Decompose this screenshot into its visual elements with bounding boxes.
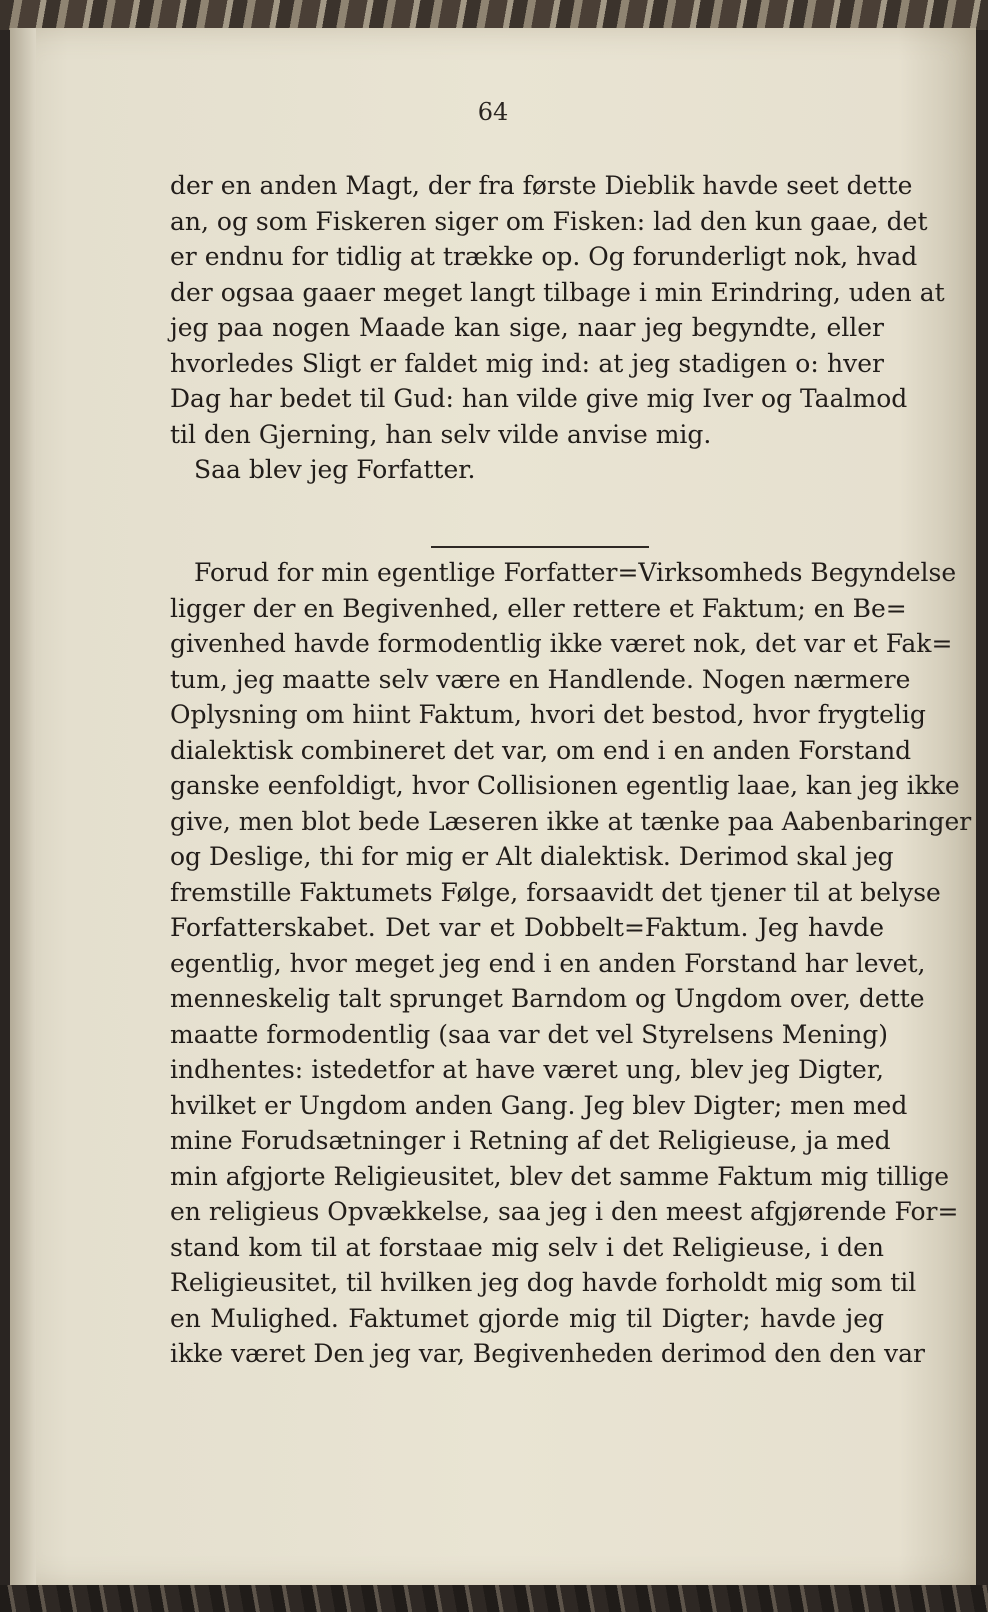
text-line: hvilket er Ungdom anden Gang. Jeg blev Digter; men med <box>170 1090 908 1120</box>
text-line: stand kom til at forstaae mig selv i det Religieuse, i den <box>170 1232 884 1262</box>
text-line: maatte formodentlig (saa var det vel Styrelsens Mening) <box>170 1019 889 1049</box>
text-line: jeg paa nogen Maade kan sige, naar jeg begyndte, eller <box>170 313 884 342</box>
text-line: ganske eenfoldigt, hvor Collisionen egentlig laae, kan jeg ikke <box>170 771 960 800</box>
text-line: er endnu for tidlig at trække op. Og forunderligt nok, hvad <box>170 242 918 271</box>
book-edge-bottom <box>0 1585 988 1612</box>
text-line: Oplysning om hiint Faktum, hvori det bestod, hvor frygtelig <box>170 700 926 729</box>
text-line: ligger der en Begivenhed, eller rettere et Faktum; en Be= <box>170 593 907 623</box>
book-edge-top <box>0 0 988 30</box>
text-line: indhentes: istedetfor at have været ung, blev jeg Digter, <box>170 1055 884 1084</box>
text-line: Forfatterskabet. Det var et Dobbelt=Faktum. Jeg havde <box>170 913 884 942</box>
text-line: til den Gjerning, han selv vilde anvise mig. <box>170 419 712 449</box>
text-line: fremstille Faktumets Følge, forsaavidt det tjener til at belyse <box>170 877 941 907</box>
text-line: ikke været Den jeg var, Begivenheden derimod den den var <box>170 1339 925 1368</box>
text-line: mine Forudsætninger i Retning af det Religieuse, ja med <box>170 1126 891 1155</box>
text-line: egentlig, hvor meget jeg end i en anden Forstand har levet, <box>170 948 926 978</box>
text-line: der en anden Magt, der fra første Dieblik havde seet dette <box>170 171 913 200</box>
text-line: givenhed havde formodentlig ikke været nok, det var et Fak= <box>170 629 953 658</box>
page-gutter <box>10 28 36 1588</box>
text-line: tum, jeg maatte selv være en Handlende. Nogen nærmere <box>170 664 911 694</box>
text-line: Saa blev jeg Forfatter. <box>194 455 476 484</box>
text-line: Dag har bedet til Gud: han vilde give mig Iver og Taalmod <box>170 384 908 413</box>
text-line: an, og som Fiskeren siger om Fisken: lad den kun gaae, det <box>170 206 928 236</box>
text-line: give, men blot bede Læseren ikke at tænke paa Aabenbaringer <box>170 806 972 836</box>
text-line: min afgjorte Religieusitet, blev det samme Faktum mig tillige <box>170 1161 950 1191</box>
page-number: 64 <box>477 98 509 126</box>
text-line: en Mulighed. Faktumet gjorde mig til Digter; havde jeg <box>170 1303 884 1333</box>
text-line: menneskelig talt sprunget Barndom og Ungdom over, dette <box>170 984 925 1013</box>
text-line: Religieusitet, til hvilken jeg dog havde forholdt mig som til <box>170 1268 917 1297</box>
paragraph-section-2 <box>170 555 972 1372</box>
text-line: dialektisk combineret det var, om end i en anden Forstand <box>170 735 912 765</box>
paragraph-section-1 <box>170 168 945 488</box>
text-line: en religieus Opvækkelse, saa jeg i den meest afgjørende For= <box>170 1197 959 1226</box>
section-divider <box>431 546 649 548</box>
text-line: der ogsaa gaaer meget langt tilbage i min Erindring, uden at <box>170 277 945 307</box>
text-line: Forud for min egentlige Forfatter=Virksomheds Begyndelse <box>194 558 957 587</box>
text-line: og Deslige, thi for mig er Alt dialektisk. Derimod skal jeg <box>170 842 894 871</box>
text-line: hvorledes Sligt er faldet mig ind: at jeg stadigen o: hver <box>170 348 884 378</box>
book-page <box>10 28 976 1588</box>
